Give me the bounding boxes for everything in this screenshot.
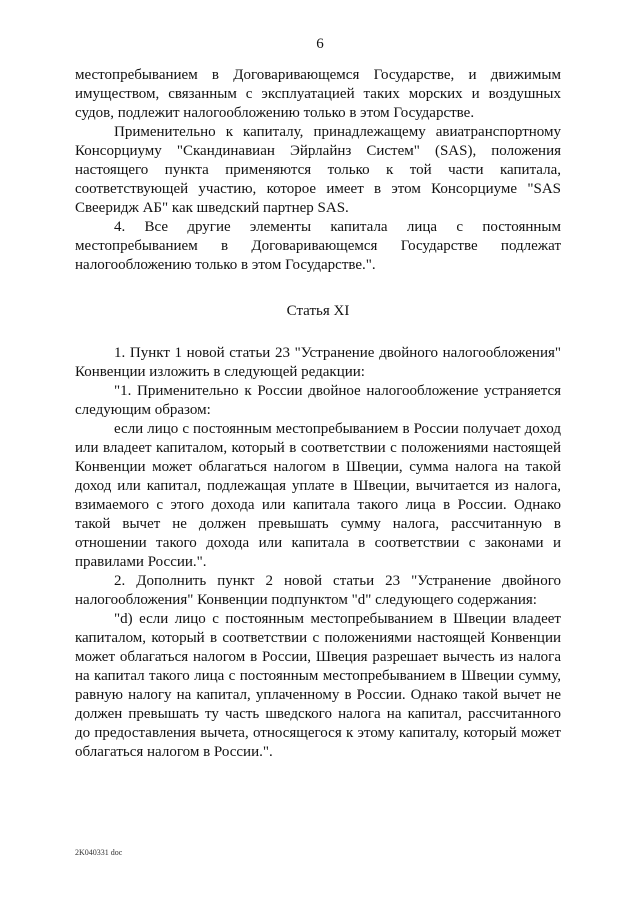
article-paragraph-3: если лицо с постоянным местопребыванием в России получает доход или владеет капиталом, который в соответствии с положениями настоящей Конвенции может облагаться налогом в Швеции, сумма налога на такой доход или капитал, подлежащая уплате в Швеции, вычитается из налога, взимаемого с этого дохода или капитала такого лица в России. Однако такой вычет не должен превышать сумму налога, рассчитанную в отношении такого дохода или капитала в соответствии с законами и правилами России.". — [75, 421, 561, 570]
footer-code: 2K040331 doc — [75, 848, 123, 857]
article-heading: Статья XI — [286, 303, 350, 319]
article-paragraph-4: 2. Дополнить пункт 2 новой статьи 23 "Устранение двойного налогообложения" Конвенции подпунктом "d" следующего содержания: — [75, 573, 561, 608]
article-paragraph-2: "1. Применительно к России двойное налогообложение устраняется следующим образом: — [75, 383, 561, 418]
paragraph-item-4: 4. Все другие элементы капитала лица с постоянным местопребыванием в Договаривающемся Государстве подлежат налогообложению только в этом Государстве.". — [75, 219, 561, 273]
paragraph-sas-capital: Применительно к капиталу, принадлежащему авиатранспортному Консорциуму "Скандинавиан Эйрлайнз Систем" (SAS), положения настоящего пункта применяются только к той части капитала, соответствующей участию, которое имеет в этом Консорциуме "SAS Свееридж АБ" как шведский партнер SAS. — [75, 124, 561, 216]
page-number: 6 — [316, 36, 324, 52]
paragraph-continuation: местопребыванием в Договаривающемся Государстве, и движимым имуществом, связанным с эксплуатацией таких морских и воздушных судов, подлежит налогообложению только в этом Государстве. — [75, 67, 561, 121]
document-body — [75, 66, 561, 762]
article-paragraph-5: "d) если лицо с постоянным местопребыванием в Швеции владеет капиталом, который в соответствии с положениями настоящей Конвенции может облагаться налогом в России, Швеция разрешает вычесть из налога на капитал такого лица с постоянным местопребыванием в Швеции сумму, равную налогу на капитал, уплаченному в России. Однако такой вычет не должен превышать ту часть шведского налога на капитал, рассчитанного до предоставления вычета, относящегося к этому капиталу, который может облагаться налогом в России.". — [75, 611, 561, 760]
article-paragraph-1: 1. Пункт 1 новой статьи 23 "Устранение двойного налогообложения" Конвенции изложить в следующей редакции: — [75, 345, 561, 380]
